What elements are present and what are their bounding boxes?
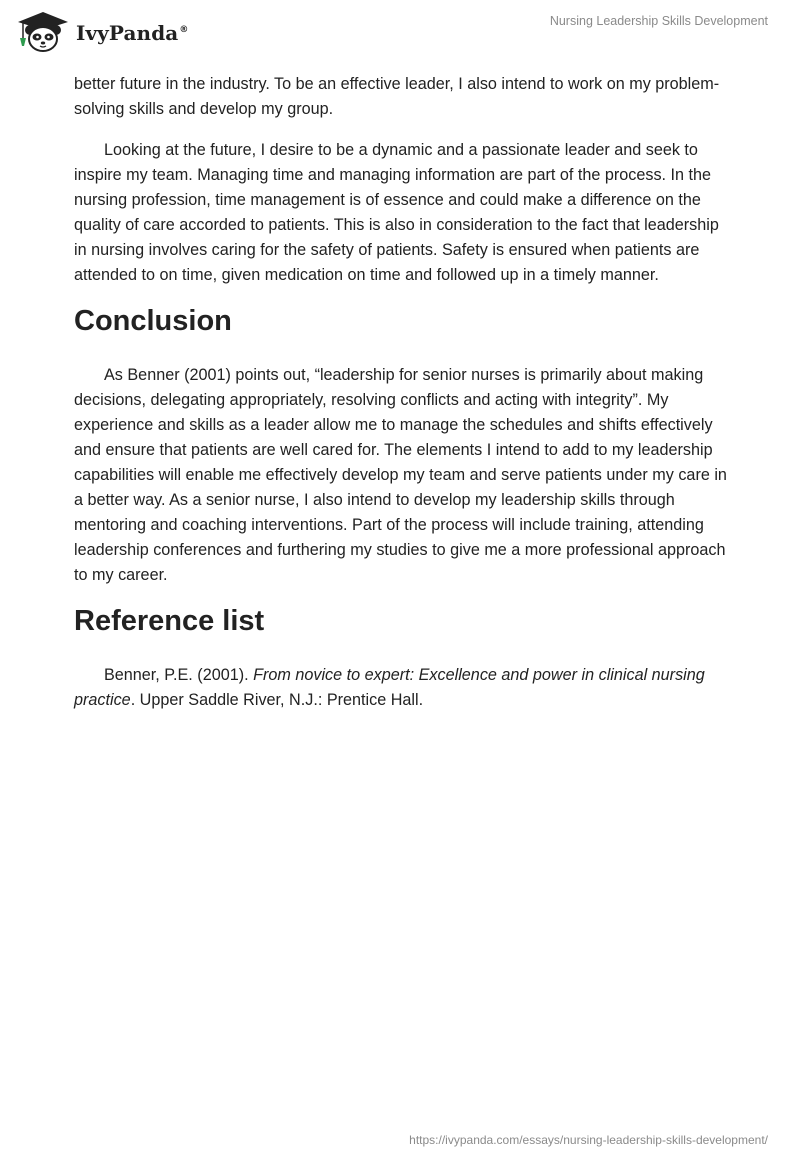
document-title: Nursing Leadership Skills Development xyxy=(549,14,768,28)
paragraph-continuation: better future in the industry. To be an effective leader, I also intend to work on my problem-solving skills and develop my group. xyxy=(74,75,720,118)
paragraph-conclusion: As Benner (2001) points out, “leadership for senior nurses is primarily about making decisions, delegating appropriately, resolving conflicts and acting with integrity”. My experience and skills as a leader allow me to manage the schedules and shifts effectively and ensure that patients are well cared for. The elements I intend to add to my leadership capabilities will enable me effectively develop my team and serve patients under my care in a better way. As a senior nurse, I also intend to develop my leadership skills through mentoring and coaching interventions. Part of the process will include training, attending leadership conferences and furthering my studies to give me a more professional approach to my career. xyxy=(74,366,727,584)
brand-name: IvyPanda® xyxy=(76,21,189,45)
reference-title: From novice to expert: Excellence and power in clinical nursing practice xyxy=(74,666,705,709)
page-header xyxy=(0,0,800,64)
paragraph-future: Looking at the future, I desire to be a dynamic and a passionate leader and seek to inspire my team. Managing time and managing information are part of the process. In the nursing profession, time management is of essence and could make a difference on the quality of care accorded to patients. This is also in consideration to the fact that leadership in nursing involves caring for the safety of patients. Safety is ensured when patients are attended to on time, given medication on time and followed up in a timely manner. xyxy=(74,141,719,284)
panda-graduate-icon xyxy=(14,8,72,54)
source-url[interactable]: https://ivypanda.com/essays/nursing-leadership-skills-development/ xyxy=(409,1133,768,1147)
reference-entry xyxy=(74,663,734,713)
conclusion-heading: Conclusion xyxy=(74,305,232,337)
ivypanda-logo[interactable] xyxy=(14,8,188,54)
essay-body xyxy=(74,72,734,729)
reference-list-heading: Reference list xyxy=(74,605,265,637)
reference-publisher: . Upper Saddle River, N.J.: Prentice Hall. xyxy=(130,691,424,709)
reference-author: Benner, P.E. (2001). xyxy=(104,666,254,684)
